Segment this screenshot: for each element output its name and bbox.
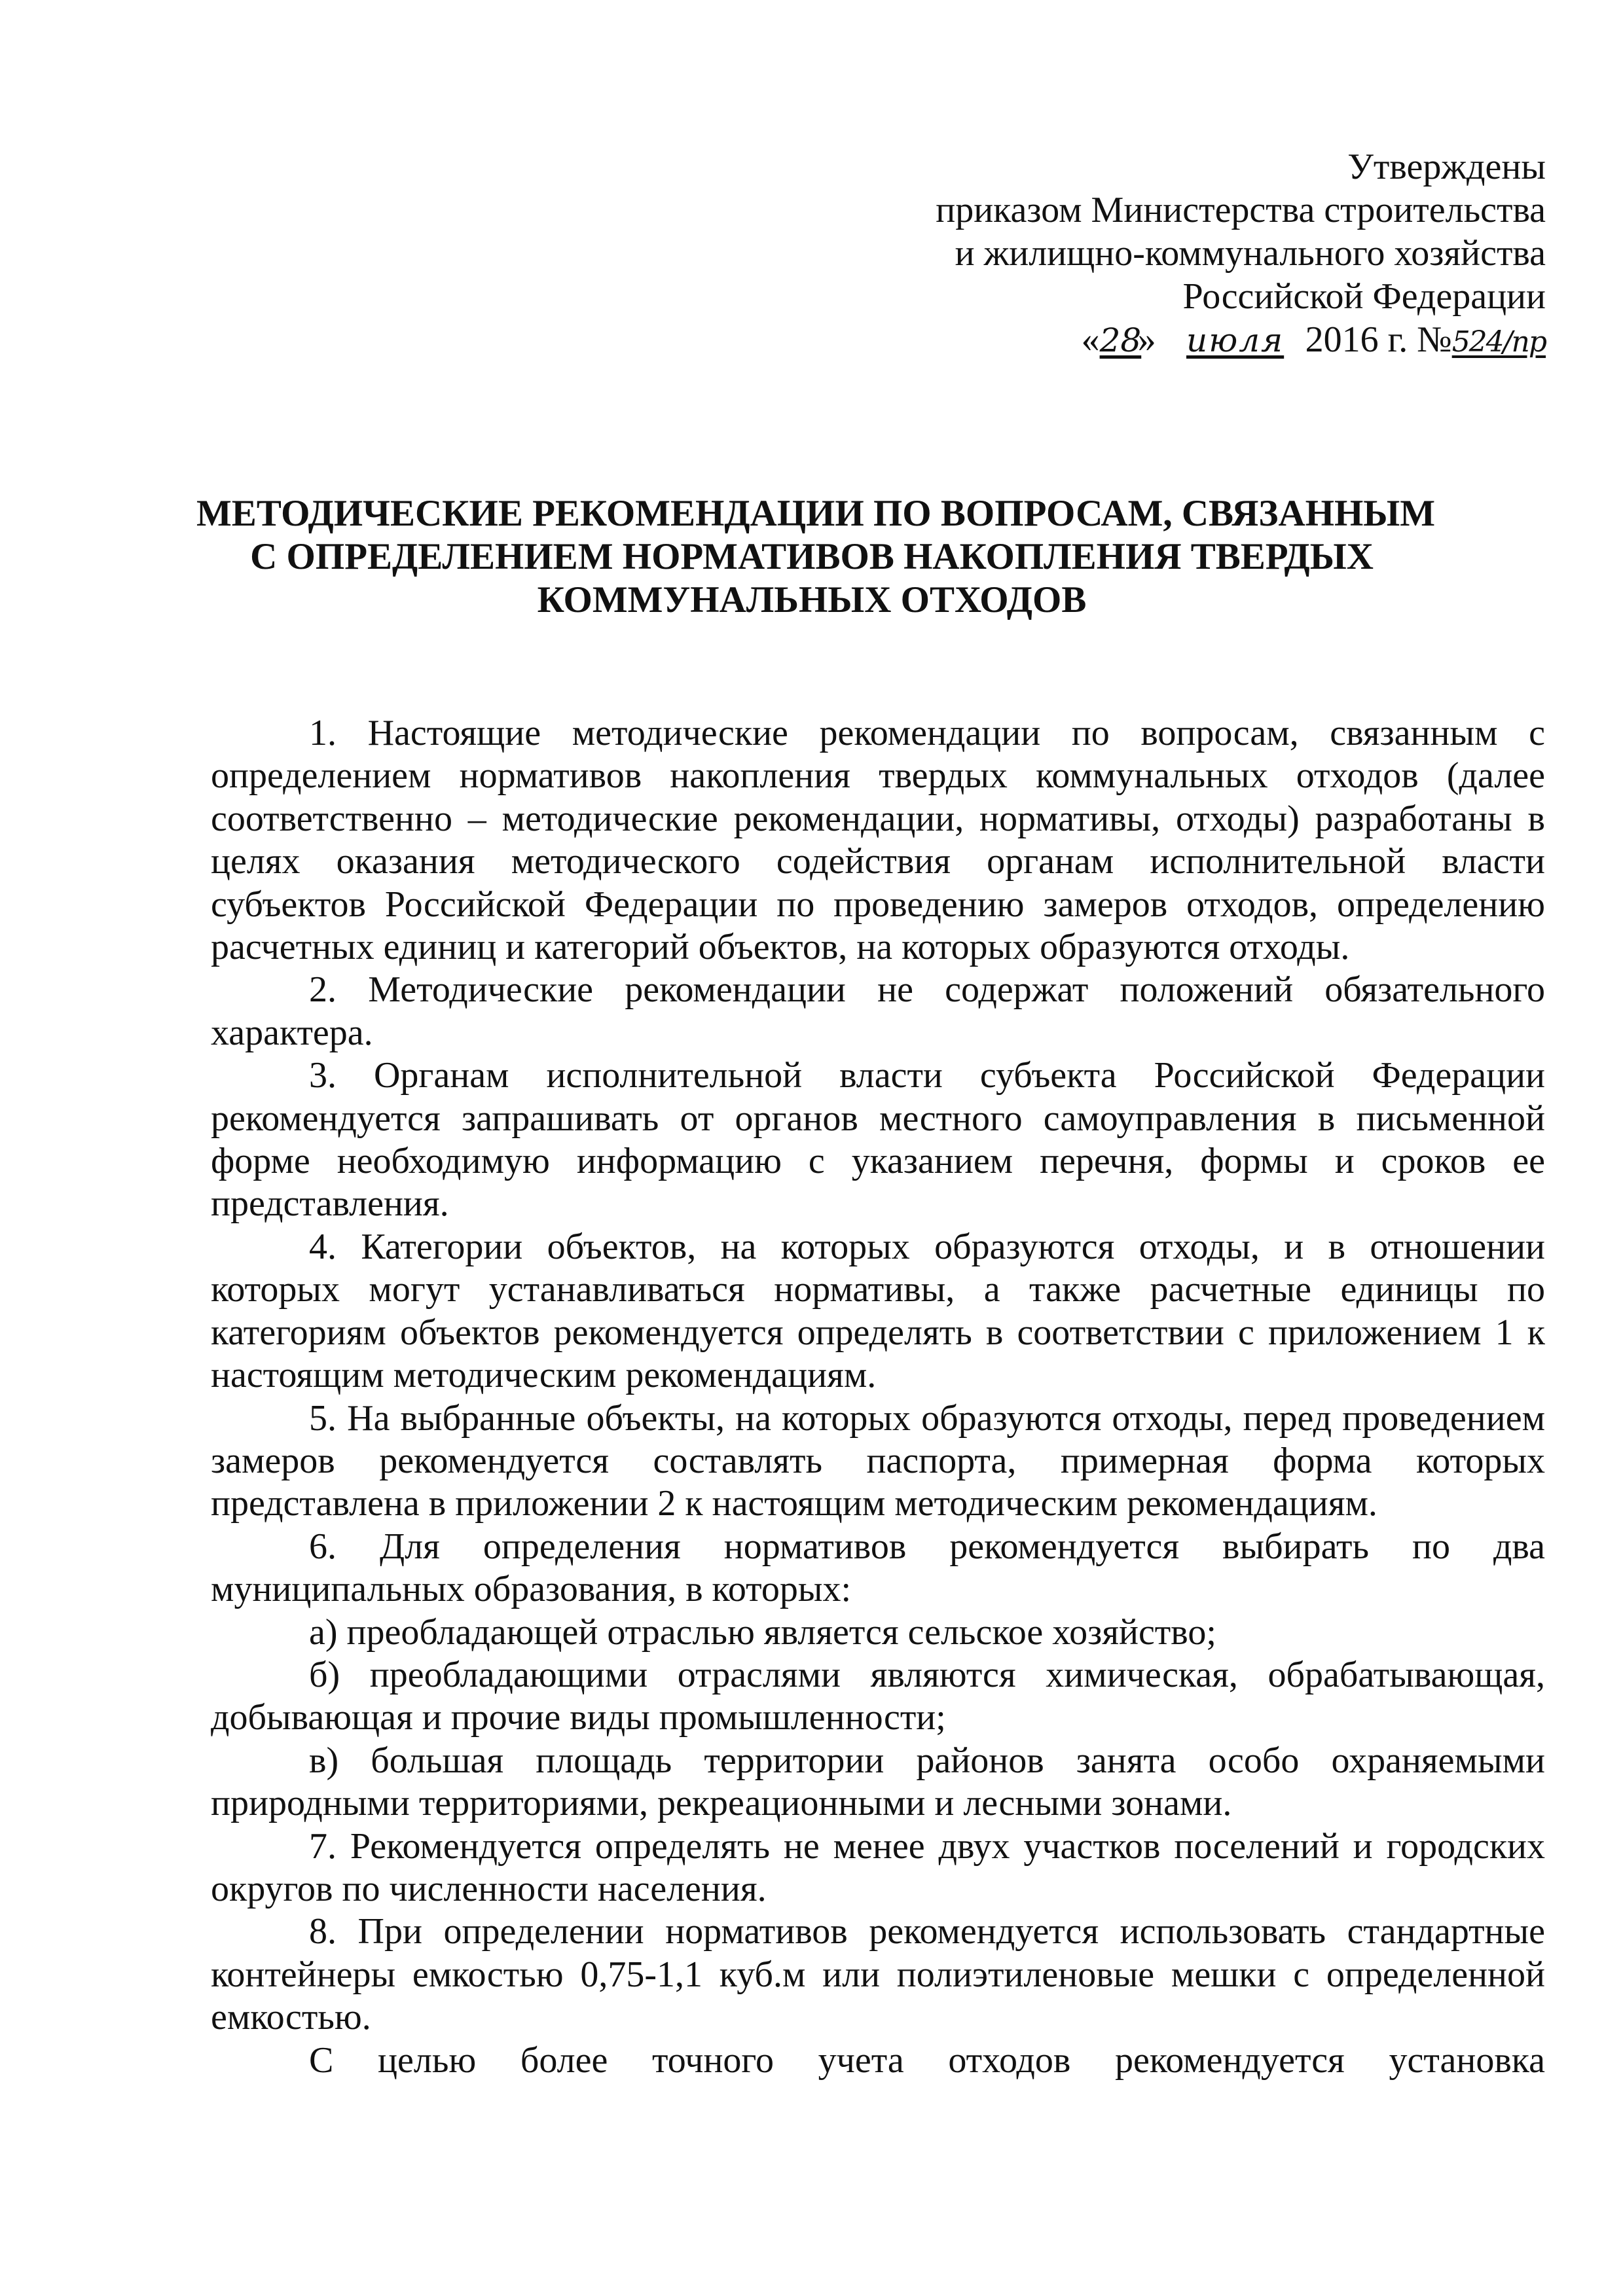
approval-date-line [936, 318, 1546, 364]
title-line-2: С ОПРЕДЕЛЕНИЕМ НОРМАТИВОВ НАКОПЛЕНИЯ ТВЕРДЫХ [250, 536, 1374, 577]
order-number: 524/пр [1451, 325, 1546, 359]
paragraph-6b: б) преобладающими отраслями являются химическая, обрабатывающая, добывающая и прочие виды промышленности; [211, 1654, 1545, 1738]
approval-line-4: Российской Федерации [1182, 276, 1546, 317]
title-line-1: МЕТОДИЧЕСКИЕ РЕКОМЕНДАЦИИ ПО ВОПРОСАМ, СВЯЗАННЫМ [196, 493, 1436, 534]
document-title [196, 492, 1436, 622]
paragraph-5: 5. На выбранные объекты, на которых образуются отходы, перед проведением замеров рекомендуется составлять паспорта, примерная форма которых представлена в приложении 2 к настоящим методическим рекомендациям. [211, 1397, 1545, 1524]
paragraph-6c: в) большая площадь территории районов занята особо охраняемыми природными территориями, рекреационными и лесными зонами. [211, 1740, 1545, 1824]
approval-line-1: Утверждены [1347, 147, 1546, 187]
date-year: 2016 г. № [1305, 319, 1452, 360]
approval-line-2: приказом Министерства строительства [936, 190, 1546, 230]
date-day: 28 [1099, 321, 1142, 359]
paragraph-7: 7. Рекомендуется определять не менее двух участков поселений и городских округов по численности населения. [211, 1825, 1545, 1909]
paragraph-6: 6. Для определения нормативов рекомендуется выбирать по два муниципальных образования, в которых: [211, 1526, 1545, 1610]
document-body [211, 712, 1545, 2082]
date-month: июля [1186, 321, 1285, 359]
paragraph-8-continuation: С целью более точного учета отходов рекомендуется установка [309, 2039, 1545, 2081]
paragraph-1: 1. Настоящие методические рекомендации по вопросам, связанным с определением нормативов накопления твердых коммунальных отходов (далее соответственно – методические рекомендации, нормативы, отходы) разработаны в целях оказания методического содействия органам исполнительной власти субъектов Российской Федерации по проведению замеров отходов, определению расчетных единиц и категорий объектов, на которых образуются отходы. [211, 713, 1545, 968]
paragraph-2: 2. Методические рекомендации не содержат положений обязательного характера. [211, 969, 1545, 1053]
paragraph-3: 3. Органам исполнительной власти субъекта Российской Федерации рекомендуется запрашивать от органов местного самоуправления в письменной форме необходимую информацию с указанием перечня, формы и сроков ее представления. [211, 1055, 1545, 1225]
paragraph-8: 8. При определении нормативов рекомендуется использовать стандартные контейнеры емкостью 0,75-1,1 куб.м или полиэтиленовые мешки с определенной емкостью. [211, 1911, 1545, 2038]
paragraph-4: 4. Категории объектов, на которых образуются отходы, и в отношении которых могут устанавливаться нормативы, а также расчетные единицы по категориям объектов рекомендуется определять в соответствии с приложением 1 к настоящим методическим рекомендациям. [211, 1226, 1545, 1396]
date-open-quote: « [1081, 319, 1100, 360]
title-line-3: КОММУНАЛЬНЫХ ОТХОДОВ [537, 579, 1087, 620]
date-close-quote: » [1137, 319, 1156, 360]
approval-block [936, 145, 1546, 364]
approval-line-3: и жилищно-коммунального хозяйства [955, 233, 1546, 274]
paragraph-6a: а) преобладающей отраслью является сельское хозяйство; [309, 1611, 1216, 1653]
